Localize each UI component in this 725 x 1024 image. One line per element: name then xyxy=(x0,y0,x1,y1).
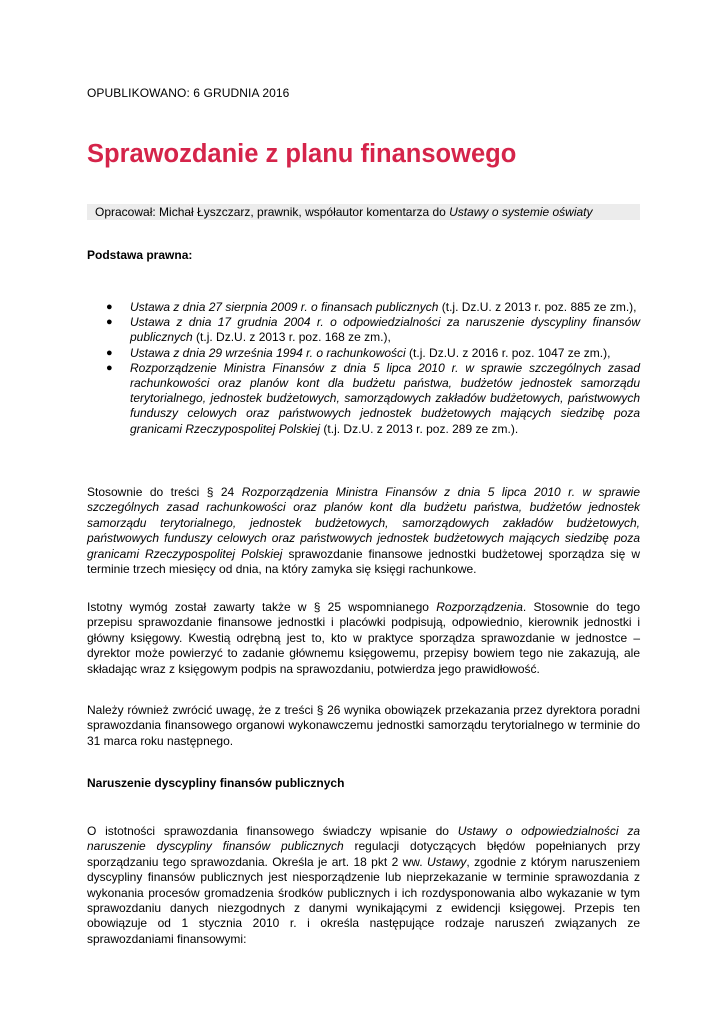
list-item xyxy=(87,300,640,315)
text-run: Stosownie do treści § 24 xyxy=(87,485,242,499)
page-title: Sprawozdanie z planu finansowego xyxy=(87,140,517,168)
list-item xyxy=(87,315,640,345)
act-title: Ustawa z dnia 29 września 1994 r. o rachunkowości xyxy=(130,345,406,360)
text-run: regulacji dotyczących błędów popełnianych przy sporządzaniu tego sprawozdania. Określa je art. 18 pkt 2 ww. xyxy=(87,839,641,869)
text-run-italic: Rozporządzenia Ministra Finansów z dnia 5 lipca 2010 r. w sprawie szczególnych zasad rachunkowości oraz planów kont dla budżetu państwa, budżetów jednostek samorządu terytorialnego, jednostek budżetowych, samorządowych zakładów budżetowych, państwowych funduszy celowych oraz państwowych jednostek budżetowych mających siedzibę poza granicami Rzeczypospolitej Polskiej xyxy=(87,485,641,561)
act-citation: (t.j. Dz.U. z 2013 r. poz. 289 ze zm.). xyxy=(320,421,519,436)
text-run-italic: Rozporządzenia xyxy=(436,600,523,614)
bullet-icon: ● xyxy=(106,316,113,329)
paragraph-2 xyxy=(87,600,640,677)
act-citation: (t.j. Dz.U. z 2013 r. poz. 885 ze zm.), xyxy=(438,300,637,314)
legal-basis-heading: Podstawa prawna: xyxy=(87,248,193,262)
act-title: Ustawa z dnia 17 grudnia 2004 r. o odpowiedzialności za naruszenie dyscypliny finansów publicznych xyxy=(130,315,640,345)
text-run: sprawozdanie finansowe jednostki budżetowej sporządza się w terminie trzech miesięcy od dnia, na który zamyka się księgi rachunkowe. xyxy=(87,546,641,577)
list-item xyxy=(87,346,640,361)
act-title: Ustawa z dnia 27 sierpnia 2009 r. o finansach publicznych xyxy=(130,300,439,314)
text-run-italic: Ustawy xyxy=(427,854,467,869)
paragraph-3: Należy również zwrócić uwagę, że z treści § 26 wynika obowiązek przekazania przez dyrektora poradni sprawozdania finansowego organowi wykonawczemu jednostki samorządu terytorialnego w terminie do 31 marca roku następnego. xyxy=(87,703,640,748)
bullet-icon: ● xyxy=(106,346,113,359)
text-run: . Stosownie do tego przepisu sprawozdanie finansowe jednostki i placówki podpisują, odpowiednio, kierownik jednostki i główny księgowy. Kwestią odrębną jest to, kto w praktyce sporządza sprawozdanie w jednostce – dyrektor może powierzyć to zadanie głównemu księgowemu, przepisy bowiem tego nie zakazują, ale składając wraz z księgowym podpis na sprawozdaniu, potwierdza jego prawidłowość. xyxy=(87,600,640,676)
act-citation: (t.j. Dz.U. z 2013 r. poz. 168 ze zm.), xyxy=(192,330,391,345)
text-run: Istotny wymóg został zawarty także w § 25 wspomnianego xyxy=(87,600,437,614)
author-text: Opracował: Michał Łyszczarz, prawnik, współautor komentarza do xyxy=(95,205,450,219)
author-work: Ustawy o systemie oświaty xyxy=(449,205,593,219)
act-title: Rozporządzenie Ministra Finansów z dnia 5 lipca 2010 r. w sprawie szczególnych zasad rachunkowości oraz planów kont dla budżetu państwa, budżetów jednostek samorządu terytorialnego, jednostek budżetowych, samorządowych zakładów budżetowych, państwowych funduszy celowych oraz państwowych jednostek budżetowych mających siedzibę poza granicami Rzeczypospolitej Polskiej xyxy=(130,360,640,436)
act-citation: (t.j. Dz.U. z 2016 r. poz. 1047 ze zm.), xyxy=(405,345,611,360)
legal-basis-list xyxy=(87,300,640,437)
text-run: O istotności sprawozdania finansowego świadczy wpisanie do xyxy=(87,824,458,838)
paragraph-4 xyxy=(87,824,640,947)
publication-date: OPUBLIKOWANO: 6 GRUDNIA 2016 xyxy=(87,86,290,100)
list-item xyxy=(87,361,640,437)
text-run-italic: Ustawy o odpowiedzialności za naruszenie dyscypliny finansów publicznych xyxy=(87,824,640,854)
violations-heading: Naruszenie dyscypliny finansów publicznych xyxy=(87,776,345,790)
author-box xyxy=(87,204,640,220)
bullet-icon: ● xyxy=(106,361,113,374)
bullet-icon: ● xyxy=(106,301,113,313)
paragraph-1 xyxy=(87,485,640,577)
text-run: , zgodnie z którym naruszeniem dyscypliny finansów publicznych jest niesporządzenie lub nieprzekazanie w terminie sprawozdania z wykonania procesów gromadzenia środków publicznych i ich rozdysponowania albo wykazanie w tym sprawozdaniu danych niezgodnych z danymi wynikającymi z ewidencji księgowej. Przepis ten obowiązuje od 1 stycznia 2010 r. i określa następujące rodzaje naruszeń związanych ze sprawozdaniami finansowymi: xyxy=(87,854,641,946)
